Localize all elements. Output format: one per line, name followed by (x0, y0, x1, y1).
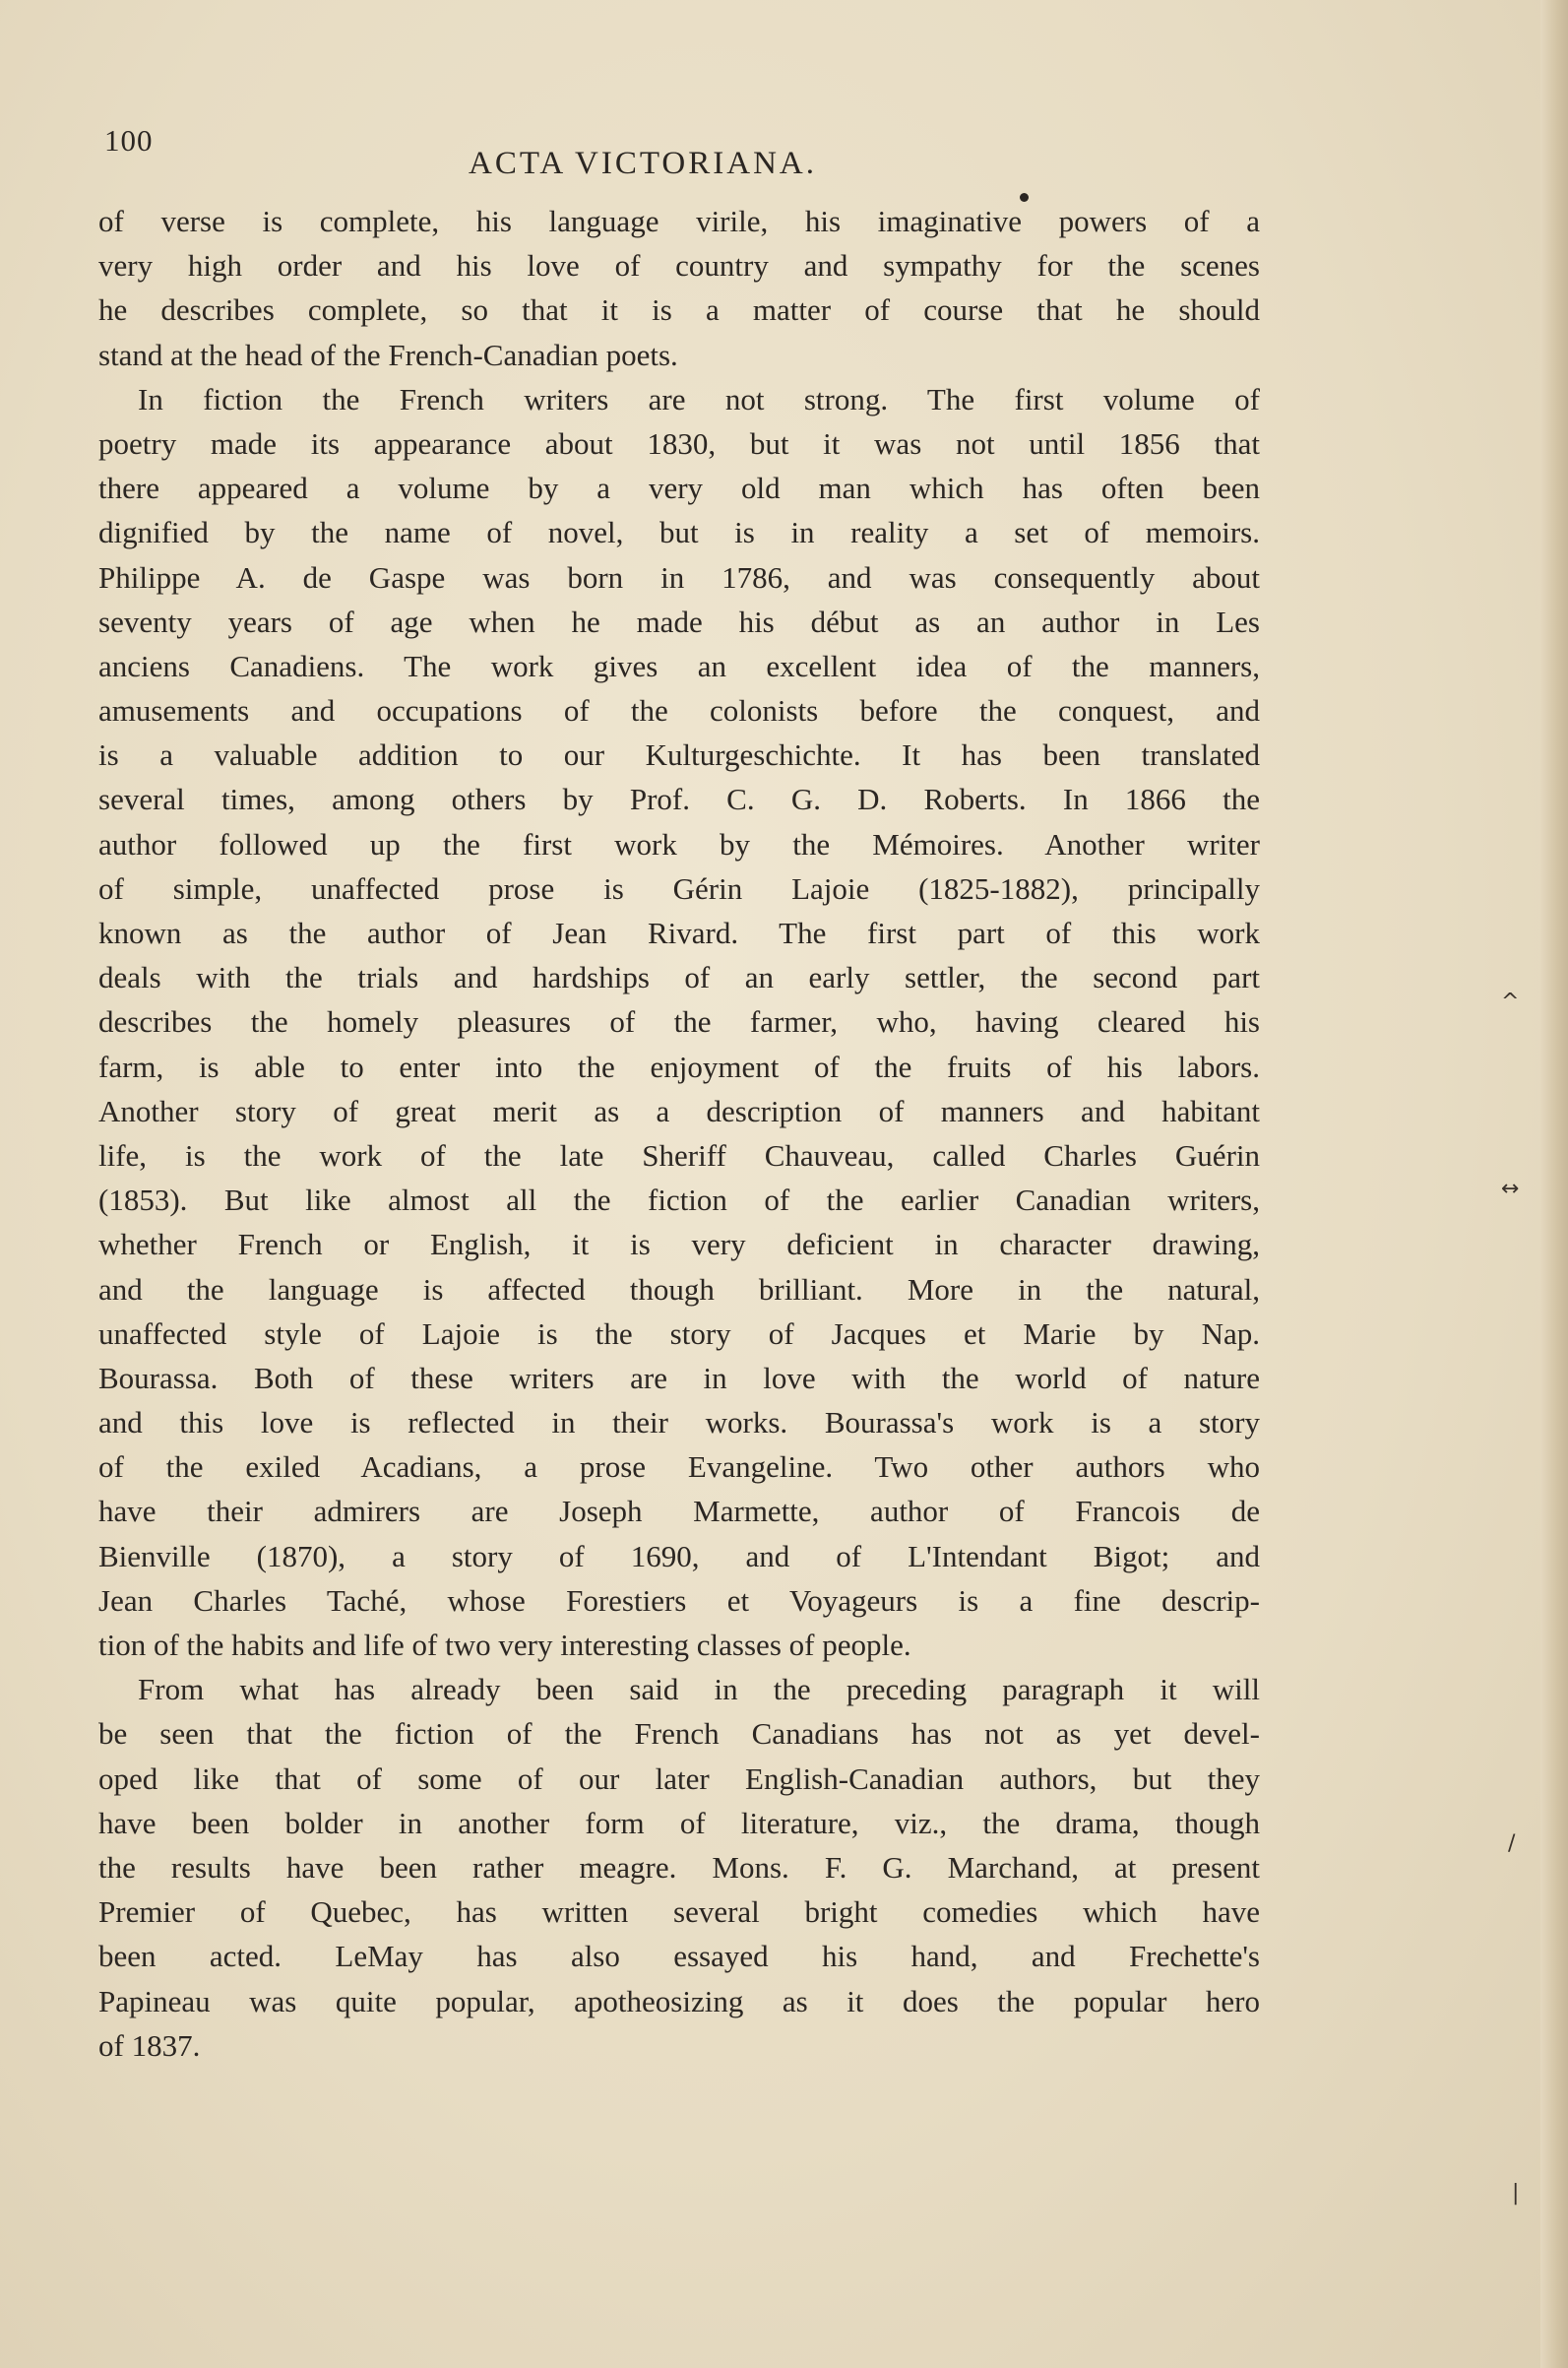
text-line: Another story of great merit as a description of manners and habitant (98, 1093, 1260, 1128)
text-line: describes the homely pleasures of the farmer, who, having cleared his (98, 1004, 1260, 1040)
text-line: Philippe A. de Gaspe was born in 1786, and was consequently about (98, 559, 1260, 595)
text-line: (1853). But like almost all the fiction of the earlier Canadian writers, (98, 1183, 1260, 1218)
text-line: From what has already been said in the preceding paragraph it will (138, 1672, 1260, 1707)
text-line: amusements and occupations of the colonists before the conquest, and (98, 693, 1260, 729)
text-line: of simple, unaffected prose is Gérin Lajoie (1825-1882), principally (98, 870, 1260, 906)
text-line: author followed up the first work by the Mémoires. Another writer (98, 826, 1260, 862)
text-line: have their admirers are Joseph Marmette, author of Francois de (98, 1494, 1260, 1529)
text-line: there appeared a volume by a very old man which has often been (98, 471, 1260, 506)
text-line: stand at the head of the French-Canadian poets. (98, 337, 678, 372)
text-line: dignified by the name of novel, but is in reality a set of memoirs. (98, 515, 1260, 550)
body-text (98, 199, 1260, 2068)
text-line: Jean Charles Taché, whose Forestiers et Voyageurs is a fine descrip- (98, 1582, 1260, 1618)
text-line: be seen that the fiction of the French Canadians has not as yet devel- (98, 1716, 1260, 1752)
margin-mark: / (1508, 1831, 1516, 1856)
text-line: Papineau was quite popular, apotheosizing as it does the popular hero (98, 1983, 1260, 2018)
text-line: of verse is complete, his language virile, his imaginative powers of a (98, 204, 1260, 238)
text-line: In fiction the French writers are not strong. The first volume of (138, 381, 1260, 416)
text-line: very high order and his love of country and sympathy for the scenes (98, 248, 1260, 284)
text-line: Premier of Quebec, has written several bright comedies which have (98, 1894, 1260, 1930)
text-line: the results have been rather meagre. Mons. F. G. Marchand, at present (98, 1849, 1260, 1885)
text-line: farm, is able to enter into the enjoyment of the fruits of his labors. (98, 1049, 1260, 1084)
text-line: he describes complete, so that it is a matter of course that he should (98, 292, 1260, 328)
margin-mark: | (1512, 2181, 1520, 2206)
text-line: Bourassa. Both of these writers are in love with the world of nature (98, 1360, 1260, 1395)
text-line: been acted. LeMay has also essayed his hand, and Frechette's (98, 1939, 1260, 1974)
text-line: known as the author of Jean Rivard. The first part of this work (98, 916, 1260, 950)
text-line: several times, among others by Prof. C. G. D. Roberts. In 1866 the (98, 782, 1260, 817)
text-line: Bienville (1870), a story of 1690, and of L'Intendant Bigot; and (98, 1538, 1260, 1573)
running-title: ACTA VICTORIANA. (469, 146, 817, 181)
text-line: anciens Canadiens. The work gives an excellent idea of the manners, (98, 648, 1260, 683)
text-line: and the language is affected though brilliant. More in the natural, (98, 1271, 1260, 1307)
text-line: life, is the work of the late Sheriff Chauveau, called Charles Guérin (98, 1137, 1260, 1173)
text-line: and this love is reflected in their works. Bourassa's work is a story (98, 1405, 1260, 1440)
text-line: oped like that of some of our later English-Canadian authors, but they (98, 1760, 1260, 1796)
text-line: tion of the habits and life of two very interesting classes of people. (98, 1628, 911, 1662)
margin-mark: ^ (1501, 990, 1520, 1014)
text-line: is a valuable addition to our Kulturgeschichte. It has been translated (98, 737, 1260, 773)
page-number: 100 (104, 123, 154, 158)
text-line: of 1837. (98, 2027, 201, 2063)
text-line: poetry made its appearance about 1830, but it was not until 1856 that (98, 425, 1260, 461)
text-line: seventy years of age when he made his début as an author in Les (98, 604, 1260, 639)
text-line: whether French or English, it is very deficient in character drawing, (98, 1227, 1260, 1262)
text-line: have been bolder in another form of literature, viz., the drama, though (98, 1805, 1260, 1840)
text-line: deals with the trials and hardships of an early settler, the second part (98, 960, 1260, 995)
text-line: of the exiled Acadians, a prose Evangeline. Two other authors who (98, 1449, 1260, 1485)
text-line: unaffected style of Lajoie is the story of Jacques et Marie by Nap. (98, 1315, 1260, 1351)
page-edge (1540, 0, 1568, 2368)
margin-mark: ↔ (1501, 1177, 1520, 1201)
